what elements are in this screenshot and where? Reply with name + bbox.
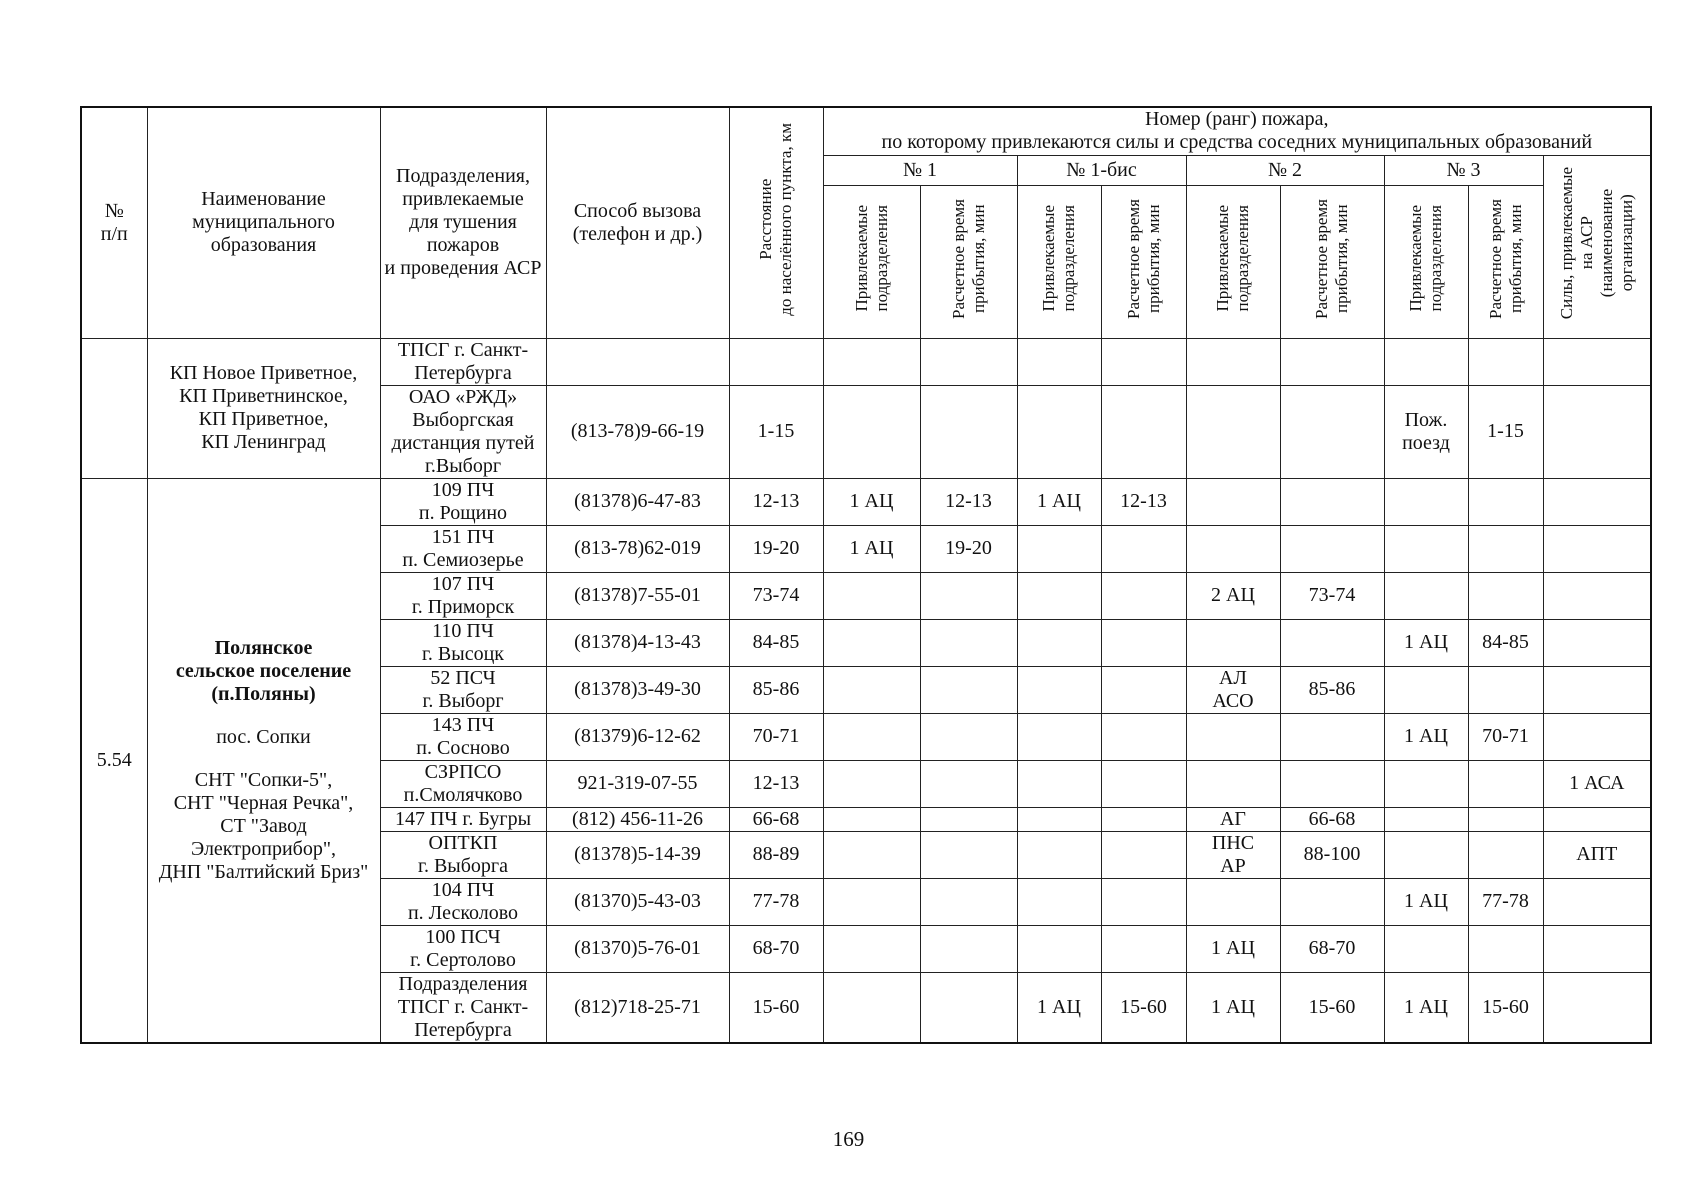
cell-unit-text: 143 ПЧ п. Сосново bbox=[416, 713, 510, 759]
cell-r1t bbox=[920, 619, 1017, 666]
cell-r2u bbox=[1186, 338, 1280, 385]
cell-r2u-text: 2 АЦ bbox=[1211, 584, 1255, 606]
cell-unit bbox=[380, 713, 546, 760]
cell-r1t-text: 19-20 bbox=[945, 537, 992, 559]
cell-r1u bbox=[823, 619, 920, 666]
table-row bbox=[81, 478, 1651, 525]
cell-r2t bbox=[1280, 666, 1384, 713]
cell-call-text: (81370)5-43-03 bbox=[574, 890, 701, 912]
header-rank-3: № 3 bbox=[1384, 155, 1543, 185]
cell-rbt bbox=[1101, 713, 1186, 760]
cell-r2u bbox=[1186, 925, 1280, 972]
cell-unit bbox=[380, 878, 546, 925]
cell-asr bbox=[1543, 338, 1651, 385]
cell-call-text: (813-78)62-019 bbox=[574, 537, 701, 559]
header-num: № п/п bbox=[81, 107, 147, 338]
cell-asr-text: 1 АСА bbox=[1569, 772, 1625, 794]
cell-dist bbox=[729, 385, 823, 478]
cell-unit bbox=[380, 525, 546, 572]
cell-rbu bbox=[1017, 572, 1101, 619]
cell-dist bbox=[729, 478, 823, 525]
cell-r1u bbox=[823, 831, 920, 878]
cell-rbt bbox=[1101, 572, 1186, 619]
cell-r2t bbox=[1280, 831, 1384, 878]
header-r3-time: Расчетное время прибытия, мин bbox=[1468, 185, 1543, 338]
cell-unit bbox=[380, 666, 546, 713]
cell-r2t-text: 85-86 bbox=[1308, 678, 1356, 700]
cell-call bbox=[546, 807, 729, 831]
cell-unit-text: СЗРПСО п.Смолячково bbox=[403, 760, 523, 806]
cell-r2t-text: 73-74 bbox=[1308, 584, 1356, 606]
header-rank-1bis: № 1-бис bbox=[1017, 155, 1186, 185]
cell-rbu bbox=[1017, 878, 1101, 925]
cell-rbu bbox=[1017, 760, 1101, 807]
cell-dist-text: 12-13 bbox=[752, 772, 800, 794]
cell-rbu bbox=[1017, 338, 1101, 385]
cell-asr bbox=[1543, 713, 1651, 760]
cell-dist-text: 73-74 bbox=[752, 584, 800, 606]
cell-r2t bbox=[1280, 925, 1384, 972]
cell-call bbox=[546, 831, 729, 878]
cell-unit-text: ОПТКП г. Выборга bbox=[418, 831, 508, 877]
cell-rbt-text: 12-13 bbox=[1120, 490, 1167, 512]
cell-rbt bbox=[1101, 525, 1186, 572]
cell-rbu bbox=[1017, 831, 1101, 878]
cell-r3u bbox=[1384, 925, 1468, 972]
cell-r3t-text: 15-60 bbox=[1482, 995, 1529, 1018]
cell-dist bbox=[729, 525, 823, 572]
cell-r2u bbox=[1186, 760, 1280, 807]
cell-r2t-text: 88-100 bbox=[1303, 843, 1361, 865]
cell-dist-text: 85-86 bbox=[752, 678, 800, 700]
cell-r1t bbox=[920, 760, 1017, 807]
cell-call-text: (81379)6-12-62 bbox=[574, 725, 701, 747]
cell-r3t-text: 77-78 bbox=[1482, 890, 1529, 912]
cell-dist-text: 66-68 bbox=[752, 807, 800, 830]
cell-asr bbox=[1543, 619, 1651, 666]
cell-r1u bbox=[823, 338, 920, 385]
cell-asr bbox=[1543, 831, 1651, 878]
cell-asr bbox=[1543, 760, 1651, 807]
cell-rbt bbox=[1101, 478, 1186, 525]
cell-call-text: (81378)6-47-83 bbox=[574, 490, 701, 512]
cell-call-text: (813-78)9-66-19 bbox=[570, 420, 705, 442]
cell-r1u bbox=[823, 572, 920, 619]
cell-r1u bbox=[823, 878, 920, 925]
header-r2-units: Привлекаемые подразделения bbox=[1186, 185, 1280, 338]
cell-unit-text: 52 ПСЧ г. Выборг bbox=[422, 666, 504, 712]
cell-r3u-text: 1 АЦ bbox=[1404, 725, 1448, 747]
cell-r1u bbox=[823, 760, 920, 807]
header-r1bis-time: Расчетное время прибытия, мин bbox=[1101, 185, 1186, 338]
cell-dist bbox=[729, 666, 823, 713]
cell-unit-text: 100 ПСЧ г. Сертолово bbox=[410, 925, 516, 971]
cell-dist-text: 19-20 bbox=[752, 537, 800, 559]
cell-r1u bbox=[823, 925, 920, 972]
cell-r2u bbox=[1186, 807, 1280, 831]
group-b-rows bbox=[81, 478, 1651, 1043]
cell-num bbox=[81, 338, 147, 478]
cell-call bbox=[546, 572, 729, 619]
cell-call-text: (81378)7-55-01 bbox=[574, 584, 701, 606]
cell-asr bbox=[1543, 385, 1651, 478]
cell-call-text: (81378)3-49-30 bbox=[574, 678, 701, 700]
cell-r2t-text: 66-68 bbox=[1308, 807, 1356, 830]
cell-unit-text: 151 ПЧ п. Семиозерье bbox=[402, 525, 524, 571]
cell-r1t bbox=[920, 807, 1017, 831]
cell-r2t bbox=[1280, 338, 1384, 385]
cell-r3t bbox=[1468, 807, 1543, 831]
cell-unit bbox=[380, 619, 546, 666]
cell-r3t bbox=[1468, 525, 1543, 572]
cell-r3u bbox=[1384, 713, 1468, 760]
cell-r1t bbox=[920, 525, 1017, 572]
cell-r1t bbox=[920, 878, 1017, 925]
cell-r1u-text: 1 АЦ bbox=[849, 490, 894, 512]
cell-rbt bbox=[1101, 760, 1186, 807]
cell-r1t bbox=[920, 925, 1017, 972]
municipality-title: Полянское сельское поселение (п.Поляны) bbox=[175, 636, 352, 705]
cell-r1t bbox=[920, 338, 1017, 385]
cell-asr bbox=[1543, 807, 1651, 831]
cell-r3u bbox=[1384, 760, 1468, 807]
cell-r2t bbox=[1280, 713, 1384, 760]
cell-r1u bbox=[823, 713, 920, 760]
cell-call-text: (812)718-25-71 bbox=[574, 995, 701, 1018]
cell-r3t bbox=[1468, 831, 1543, 878]
cell-asr bbox=[1543, 572, 1651, 619]
cell-unit bbox=[380, 925, 546, 972]
header-units: Подразделения, привлекаемые для тушения пожаров и проведения АСР bbox=[380, 107, 546, 338]
cell-r3t-text: 1-15 bbox=[1487, 420, 1524, 442]
cell-r2t-text: 15-60 bbox=[1308, 995, 1356, 1018]
page-number: 169 bbox=[832, 1127, 865, 1151]
cell-dist bbox=[729, 831, 823, 878]
cell-dist bbox=[729, 572, 823, 619]
cell-rbu-text: 1 АЦ bbox=[1037, 995, 1081, 1018]
cell-unit bbox=[380, 385, 546, 478]
cell-call bbox=[546, 338, 729, 385]
header-r1-units: Привлекаемые подразделения bbox=[823, 185, 920, 338]
cell-dist-text: 77-78 bbox=[752, 890, 800, 912]
cell-r1u-text: 1 АЦ bbox=[849, 537, 894, 559]
settlement-list: СНТ "Сопки-5", СНТ "Черная Речка", СТ "Завод Электроприбор", ДНП "Балтийский Бриз" bbox=[158, 768, 369, 883]
cell-r1u bbox=[823, 385, 920, 478]
header-r2-time: Расчетное время прибытия, мин bbox=[1280, 185, 1384, 338]
cell-r3u bbox=[1384, 619, 1468, 666]
header-distance: Расстояние до населённого пункта, км bbox=[729, 107, 823, 338]
cell-rbt bbox=[1101, 831, 1186, 878]
cell-r3u-text: Пож. поезд bbox=[1402, 408, 1450, 454]
cell-dist bbox=[729, 972, 823, 1043]
cell-call bbox=[546, 713, 729, 760]
cell-r1t bbox=[920, 713, 1017, 760]
cell-r3t bbox=[1468, 619, 1543, 666]
cell-r3u bbox=[1384, 831, 1468, 878]
fire-resources-table bbox=[80, 106, 1652, 1044]
cell-r3t-text: 84-85 bbox=[1482, 631, 1529, 653]
cell-unit-text: Подразделения ТПСГ г. Санкт- Петербурга bbox=[397, 972, 529, 1041]
cell-r3u bbox=[1384, 385, 1468, 478]
cell-call bbox=[546, 972, 729, 1043]
cell-rbu-text: 1 АЦ bbox=[1037, 490, 1081, 512]
document-sheet bbox=[80, 106, 1650, 1044]
cell-call bbox=[546, 760, 729, 807]
cell-r2u bbox=[1186, 666, 1280, 713]
cell-r2t bbox=[1280, 972, 1384, 1043]
cell-rbt-text: 15-60 bbox=[1120, 995, 1167, 1018]
header-rank-2: № 2 bbox=[1186, 155, 1384, 185]
cell-rbt bbox=[1101, 807, 1186, 831]
cell-rbt bbox=[1101, 338, 1186, 385]
cell-r3t bbox=[1468, 925, 1543, 972]
cell-unit-text: 107 ПЧ г. Приморск bbox=[411, 572, 515, 618]
cell-dist bbox=[729, 807, 823, 831]
cell-r2u bbox=[1186, 831, 1280, 878]
table-row bbox=[81, 338, 1651, 385]
cell-call-text: 921-319-07-55 bbox=[577, 772, 698, 794]
cell-r3t bbox=[1468, 338, 1543, 385]
header-r3-units: Привлекаемые подразделения bbox=[1384, 185, 1468, 338]
cell-asr bbox=[1543, 925, 1651, 972]
cell-unit bbox=[380, 972, 546, 1043]
cell-unit bbox=[380, 807, 546, 831]
cell-r3u bbox=[1384, 572, 1468, 619]
cell-r3t bbox=[1468, 713, 1543, 760]
cell-call-text: (81378)4-13-43 bbox=[574, 631, 701, 653]
cell-rbu bbox=[1017, 619, 1101, 666]
cell-r3t bbox=[1468, 385, 1543, 478]
cell-r1t-text: 12-13 bbox=[945, 490, 992, 512]
cell-asr bbox=[1543, 525, 1651, 572]
cell-dist-text: 15-60 bbox=[752, 995, 800, 1018]
header-r1bis-units: Привлекаемые подразделения bbox=[1017, 185, 1101, 338]
cell-asr bbox=[1543, 972, 1651, 1043]
cell-rbu bbox=[1017, 525, 1101, 572]
cell-unit-text: ТПСГ г. Санкт- Петербурга bbox=[397, 338, 529, 384]
cell-r2u bbox=[1186, 972, 1280, 1043]
cell-r2u bbox=[1186, 572, 1280, 619]
cell-r3t-text: 70-71 bbox=[1482, 725, 1529, 747]
group-a-rows bbox=[81, 338, 1651, 478]
cell-rbu bbox=[1017, 972, 1101, 1043]
cell-dist-text: 12-13 bbox=[752, 490, 800, 512]
cell-r3u bbox=[1384, 972, 1468, 1043]
cell-rbu bbox=[1017, 807, 1101, 831]
cell-r1u bbox=[823, 972, 920, 1043]
cell-r2u-text: АЛ АСО bbox=[1212, 666, 1254, 712]
cell-rbt bbox=[1101, 619, 1186, 666]
cell-r2u bbox=[1186, 878, 1280, 925]
cell-dist-text: 1-15 bbox=[757, 420, 795, 442]
cell-r2t bbox=[1280, 478, 1384, 525]
cell-r3u-text: 1 АЦ bbox=[1404, 995, 1448, 1018]
cell-r3t bbox=[1468, 760, 1543, 807]
cell-r2t bbox=[1280, 525, 1384, 572]
cell-call bbox=[546, 385, 729, 478]
cell-r3u bbox=[1384, 666, 1468, 713]
cell-r2u bbox=[1186, 713, 1280, 760]
cell-rbu bbox=[1017, 925, 1101, 972]
cell-dist bbox=[729, 760, 823, 807]
cell-rbt bbox=[1101, 385, 1186, 478]
cell-r1t bbox=[920, 666, 1017, 713]
cell-asr bbox=[1543, 666, 1651, 713]
cell-r3u bbox=[1384, 478, 1468, 525]
cell-r2t bbox=[1280, 619, 1384, 666]
cell-municipality bbox=[147, 478, 380, 1043]
cell-r2t bbox=[1280, 807, 1384, 831]
cell-r1u bbox=[823, 666, 920, 713]
header-r1-time: Расчетное время прибытия, мин bbox=[920, 185, 1017, 338]
cell-r1t bbox=[920, 478, 1017, 525]
cell-r3t bbox=[1468, 478, 1543, 525]
cell-r2u-text: ПНС АР bbox=[1211, 831, 1255, 877]
cell-unit bbox=[380, 478, 546, 525]
cell-rbt bbox=[1101, 666, 1186, 713]
cell-r2t-text: 68-70 bbox=[1308, 937, 1356, 959]
cell-r1t bbox=[920, 972, 1017, 1043]
cell-r3t bbox=[1468, 878, 1543, 925]
cell-rbt bbox=[1101, 925, 1186, 972]
cell-r1t bbox=[920, 831, 1017, 878]
cell-r3u bbox=[1384, 807, 1468, 831]
cell-unit-text: 109 ПЧ п. Рощино bbox=[418, 478, 508, 524]
cell-r2u-text: 1 АЦ bbox=[1211, 937, 1255, 959]
cell-r3t bbox=[1468, 972, 1543, 1043]
cell-dist-text: 84-85 bbox=[752, 631, 800, 653]
cell-r3u bbox=[1384, 338, 1468, 385]
cell-r2u-text: 1 АЦ bbox=[1211, 995, 1255, 1018]
cell-call bbox=[546, 525, 729, 572]
cell-call bbox=[546, 666, 729, 713]
cell-municipality: КП Новое Приветное, КП Приветнинское, КП Приветное, КП Ленинград bbox=[147, 338, 380, 478]
cell-r1t bbox=[920, 572, 1017, 619]
cell-rbt bbox=[1101, 972, 1186, 1043]
cell-r2u bbox=[1186, 478, 1280, 525]
cell-rbu bbox=[1017, 713, 1101, 760]
cell-r3u-text: 1 АЦ bbox=[1404, 631, 1448, 653]
cell-unit bbox=[380, 338, 546, 385]
cell-rbu bbox=[1017, 478, 1101, 525]
cell-rbt bbox=[1101, 878, 1186, 925]
cell-dist-text: 70-71 bbox=[752, 725, 800, 747]
cell-r3t bbox=[1468, 666, 1543, 713]
cell-unit-text: 104 ПЧ п. Лесколово bbox=[407, 878, 519, 924]
cell-asr bbox=[1543, 878, 1651, 925]
cell-r2t bbox=[1280, 878, 1384, 925]
cell-dist-text: 88-89 bbox=[752, 843, 800, 865]
cell-unit bbox=[380, 760, 546, 807]
cell-asr bbox=[1543, 478, 1651, 525]
cell-dist bbox=[729, 713, 823, 760]
header-municipality: Наименование муниципального образования bbox=[147, 107, 380, 338]
cell-r2u bbox=[1186, 619, 1280, 666]
cell-num: 5.54 bbox=[81, 478, 147, 1043]
cell-unit-text: ОАО «РЖД» Выборгская дистанция путей г.Выборг bbox=[391, 385, 535, 477]
cell-r2u-text: АГ bbox=[1219, 807, 1246, 830]
cell-call-text: (812) 456-11-26 bbox=[572, 807, 703, 830]
header-rank-1: № 1 bbox=[823, 155, 1017, 185]
cell-call bbox=[546, 619, 729, 666]
cell-dist-text: 68-70 bbox=[752, 937, 800, 959]
cell-r2t bbox=[1280, 385, 1384, 478]
cell-r1u bbox=[823, 525, 920, 572]
cell-r1t bbox=[920, 385, 1017, 478]
settlement-name: пос. Сопки bbox=[216, 725, 311, 748]
cell-unit-text: 110 ПЧ г. Высоцк bbox=[421, 619, 505, 665]
header-fire-rank: Номер (ранг) пожара, по которому привлекаются силы и средства соседних муниципальных образований bbox=[823, 107, 1651, 155]
cell-dist bbox=[729, 878, 823, 925]
cell-call bbox=[546, 478, 729, 525]
cell-r3t bbox=[1468, 572, 1543, 619]
cell-rbu bbox=[1017, 666, 1101, 713]
header-call-method: Способ вызова (телефон и др.) bbox=[546, 107, 729, 338]
cell-call-text: (81378)5-14-39 bbox=[574, 843, 701, 865]
cell-unit bbox=[380, 572, 546, 619]
cell-rbu bbox=[1017, 385, 1101, 478]
cell-dist bbox=[729, 925, 823, 972]
cell-call bbox=[546, 925, 729, 972]
cell-dist bbox=[729, 619, 823, 666]
cell-r2u bbox=[1186, 385, 1280, 478]
header-asr-forces: Силы, привлекаемые на АСР (наименование организации) bbox=[1543, 155, 1651, 338]
cell-r3u bbox=[1384, 525, 1468, 572]
cell-call-text: (81370)5-76-01 bbox=[574, 937, 701, 959]
cell-r3u bbox=[1384, 878, 1468, 925]
cell-r2t bbox=[1280, 572, 1384, 619]
cell-asr-text: АПТ bbox=[1576, 843, 1618, 865]
cell-unit bbox=[380, 831, 546, 878]
cell-unit-text: 147 ПЧ г. Бугры bbox=[394, 807, 531, 830]
cell-r1u bbox=[823, 807, 920, 831]
cell-call bbox=[546, 878, 729, 925]
cell-dist bbox=[729, 338, 823, 385]
cell-r1u bbox=[823, 478, 920, 525]
cell-r3u-text: 1 АЦ bbox=[1404, 890, 1448, 912]
cell-r2t bbox=[1280, 760, 1384, 807]
cell-r2u bbox=[1186, 525, 1280, 572]
